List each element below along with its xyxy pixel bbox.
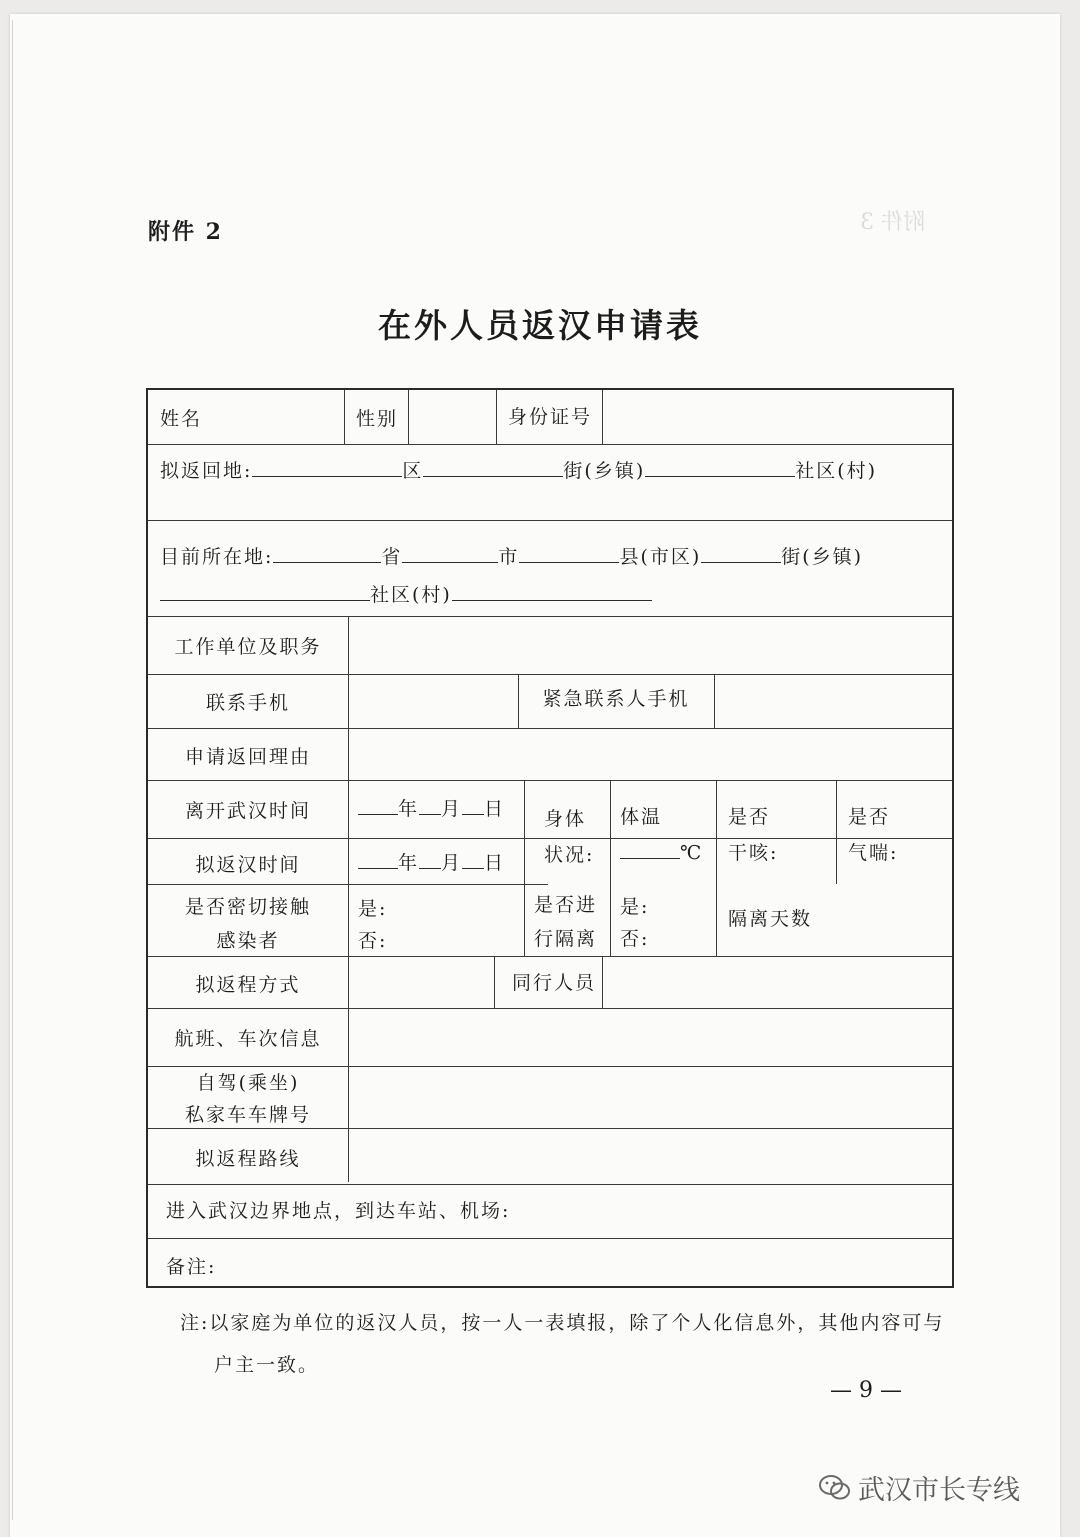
plate-label-2: 私家车车牌号 <box>184 1104 311 1126</box>
street-blank[interactable] <box>423 475 563 477</box>
quarantine-yes[interactable]: 是: <box>620 896 650 918</box>
reason-field[interactable] <box>352 732 948 776</box>
quarantine-label-2: 行隔离 <box>534 928 598 950</box>
day-unit: 日 <box>484 798 506 820</box>
work-unit-field[interactable] <box>352 620 948 670</box>
return-time-label: 拟返汉时间 <box>195 854 301 876</box>
name-label: 姓名 <box>160 408 203 430</box>
temperature-label: 体温 <box>620 806 663 828</box>
companions-field[interactable] <box>608 960 948 1004</box>
leave-date-field[interactable] <box>358 798 505 822</box>
id-number-label: 身份证号 <box>508 406 593 428</box>
entry-point-label: 进入武汉边界地点，到达车站、机场: <box>166 1200 511 1222</box>
travel-mode-field[interactable] <box>352 960 490 1004</box>
binding-edge <box>12 20 13 1520</box>
travel-mode-label: 拟返程方式 <box>195 974 301 996</box>
current-community-tail[interactable] <box>452 599 652 601</box>
emergency-phone-label: 紧急联系人手机 <box>542 688 690 710</box>
gender-label: 性别 <box>356 408 399 430</box>
watermark <box>818 1468 1020 1509</box>
quarantine-days-label: 隔离天数 <box>728 908 813 930</box>
quarantine-no[interactable]: 否: <box>620 928 650 950</box>
remarks-label: 备注: <box>166 1256 217 1278</box>
province-blank[interactable] <box>273 561 381 563</box>
bleed-through-attachment: 附件 3 <box>860 210 925 235</box>
return-destination-row[interactable] <box>160 460 877 484</box>
cough-label-1: 是否 <box>728 806 771 828</box>
close-contact-label-2: 感染者 <box>216 930 280 952</box>
current-street-unit: 街(乡镇) <box>781 546 864 568</box>
community-unit: 社区(村) <box>795 460 878 482</box>
city-blank[interactable] <box>402 561 498 563</box>
route-field[interactable] <box>352 1132 948 1180</box>
phone-field[interactable] <box>352 678 512 724</box>
year-unit: 年 <box>398 798 420 820</box>
month-unit: 月 <box>441 852 463 874</box>
district-unit: 区 <box>402 460 424 482</box>
cough-label-2: 干咳: <box>728 842 779 864</box>
name-field[interactable] <box>208 398 338 438</box>
current-community-row[interactable] <box>160 584 652 608</box>
wechat-icon <box>818 1474 852 1509</box>
street-unit: 街(乡镇) <box>563 460 646 482</box>
footnote-line-2: 户主一致。 <box>214 1354 320 1376</box>
month-unit: 月 <box>441 798 463 820</box>
attachment-label: 附件 2 <box>148 219 223 245</box>
contact-yes[interactable]: 是: <box>358 898 388 920</box>
flight-info-label: 航班、车次信息 <box>174 1028 322 1050</box>
plate-field[interactable] <box>352 1070 948 1124</box>
celsius-unit: ℃ <box>680 842 704 864</box>
current-community-blank[interactable] <box>160 599 370 601</box>
district-blank[interactable] <box>252 475 402 477</box>
county-blank[interactable] <box>519 561 619 563</box>
contact-no[interactable]: 否: <box>358 930 388 952</box>
city-unit: 市 <box>498 546 520 568</box>
temperature-field[interactable] <box>620 842 703 866</box>
return-destination-label: 拟返回地: <box>160 460 253 482</box>
county-unit: 县(市区) <box>619 546 702 568</box>
breath-label-2: 气喘: <box>848 842 899 864</box>
companions-label: 同行人员 <box>512 972 597 994</box>
breath-label-1: 是否 <box>848 806 891 828</box>
plate-label-1: 自驾(乘坐) <box>196 1072 300 1094</box>
year-unit: 年 <box>398 852 420 874</box>
flight-info-field[interactable] <box>352 1012 948 1062</box>
quarantine-label-1: 是否进 <box>534 894 598 916</box>
day-unit: 日 <box>484 852 506 874</box>
form-title: 在外人员返汉申请表 <box>378 306 702 345</box>
id-number-field[interactable] <box>608 398 948 438</box>
page-number: — 9 — <box>830 1378 902 1403</box>
footnote <box>180 1302 960 1386</box>
body-status-label-1: 身体 <box>544 808 587 830</box>
work-unit-label: 工作单位及职务 <box>174 636 322 658</box>
current-location-row[interactable] <box>160 546 863 570</box>
body-status-label-2: 状况: <box>544 844 595 866</box>
leave-time-label: 离开武汉时间 <box>184 800 311 822</box>
current-community-unit: 社区(村) <box>370 584 452 606</box>
current-location-label: 目前所在地: <box>160 546 274 568</box>
footnote-line-1: 注:以家庭为单位的返汉人员，按一人一表填报，除了个人化信息外，其他内容可与 <box>180 1312 945 1334</box>
return-date-field[interactable] <box>358 852 505 876</box>
watermark-text: 武汉市长专线 <box>858 1475 1020 1506</box>
application-form-table <box>146 388 954 1288</box>
community-blank[interactable] <box>645 475 795 477</box>
phone-label: 联系手机 <box>205 692 290 714</box>
province-unit: 省 <box>381 546 403 568</box>
close-contact-label-1: 是否密切接触 <box>184 896 311 918</box>
current-street-blank[interactable] <box>701 561 781 563</box>
gender-field[interactable] <box>412 398 492 438</box>
route-label: 拟返程路线 <box>195 1148 301 1170</box>
emergency-phone-field[interactable] <box>718 678 948 724</box>
reason-label: 申请返回理由 <box>184 746 311 768</box>
